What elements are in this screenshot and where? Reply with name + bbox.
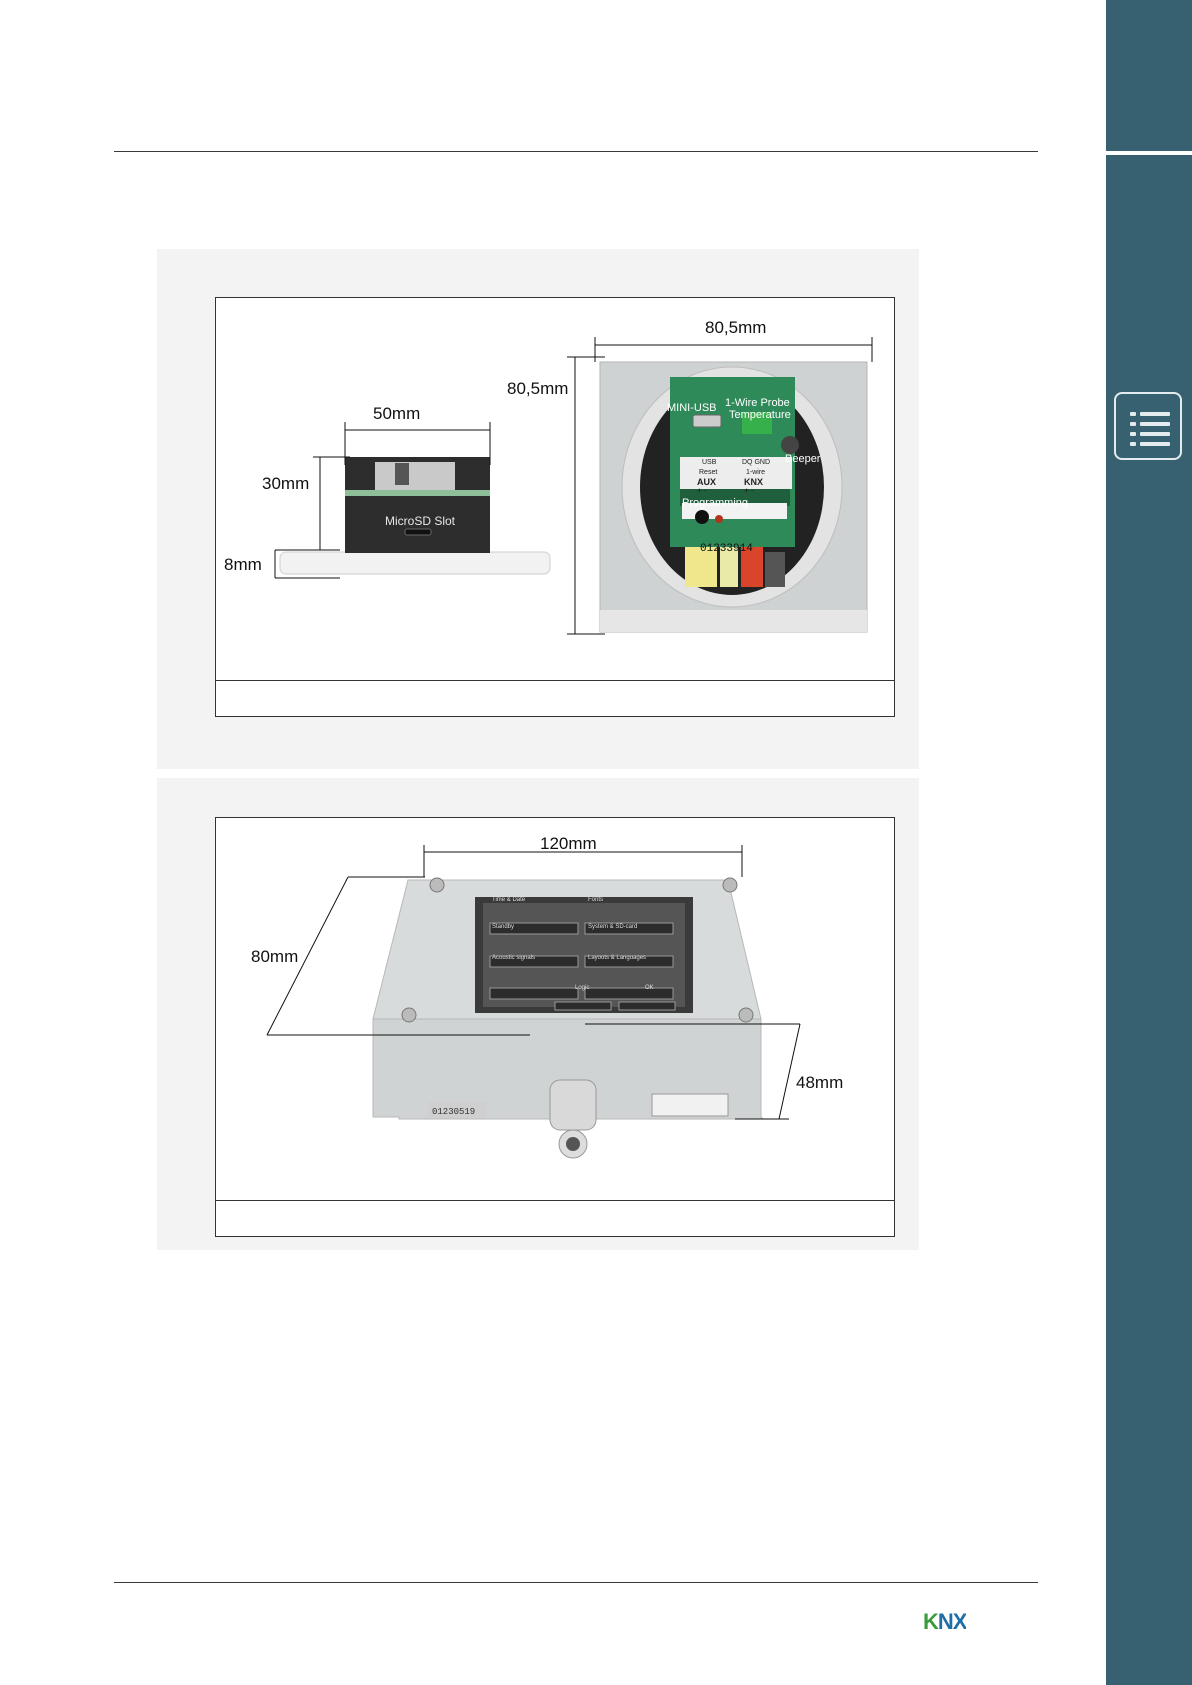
menu-list-icon xyxy=(1130,412,1136,416)
sidebar-header-block xyxy=(1106,0,1192,151)
housing-width-label: 120mm xyxy=(540,834,597,853)
usb-label: USB xyxy=(702,459,717,466)
serial-label: 01233914 xyxy=(700,543,753,555)
screen-item-fonts: Fonts xyxy=(588,897,604,903)
figure-1-caption xyxy=(216,680,894,717)
one-wire-label: 1-wire xyxy=(746,469,766,476)
screen-item-layouts: Layouts & Languages xyxy=(588,955,647,961)
knx-logo-text: KNX xyxy=(923,1609,967,1634)
back-height-label: 80,5mm xyxy=(507,379,569,398)
back-view-image xyxy=(215,297,895,679)
side-height-label: 30mm xyxy=(262,474,310,493)
sidebar-panel xyxy=(1106,155,1192,1685)
aux-label: AUX xyxy=(697,477,717,487)
housing-height-label: 48mm xyxy=(796,1073,844,1092)
knx-label: KNX xyxy=(744,477,764,487)
header-rule xyxy=(114,151,1038,152)
table-of-contents-button[interactable] xyxy=(1114,392,1182,460)
programming-label: Programming xyxy=(682,497,749,509)
screen-logic-button: Logic xyxy=(575,985,590,991)
housing-depth-label: 80mm xyxy=(251,947,299,966)
screen-item-standby: Standby xyxy=(492,924,515,930)
microsd-slot-label: MicroSD Slot xyxy=(385,514,456,528)
aux-polarity: + - xyxy=(697,486,707,495)
housing-serial-label: 01230519 xyxy=(432,1107,476,1117)
knx-logo xyxy=(923,1609,966,1635)
screen-item-system-sd: System & SD-card xyxy=(588,924,638,930)
screen-item-acoustic: Acoustic signals xyxy=(492,955,536,961)
housing-image xyxy=(215,817,895,1199)
dq-gnd-label: DQ GND xyxy=(742,459,770,466)
back-width-label: 80,5mm xyxy=(705,318,767,337)
reset-label: Reset xyxy=(699,469,718,476)
side-width-label: 50mm xyxy=(373,404,421,423)
probe-label-2: Temperature xyxy=(729,409,791,421)
figure-2-caption xyxy=(216,1200,894,1237)
side-base-label: 8mm xyxy=(224,555,262,574)
beeper-label: Beeper xyxy=(785,453,821,465)
probe-label-1: 1-Wire Probe xyxy=(725,397,790,409)
screen-ok-button: OK xyxy=(645,985,654,991)
footer-rule xyxy=(114,1582,1038,1583)
mini-usb-label: MINI-USB xyxy=(667,402,717,414)
screen-item-time-date: Time & Date xyxy=(492,897,526,903)
knx-polarity: + - xyxy=(744,486,754,495)
